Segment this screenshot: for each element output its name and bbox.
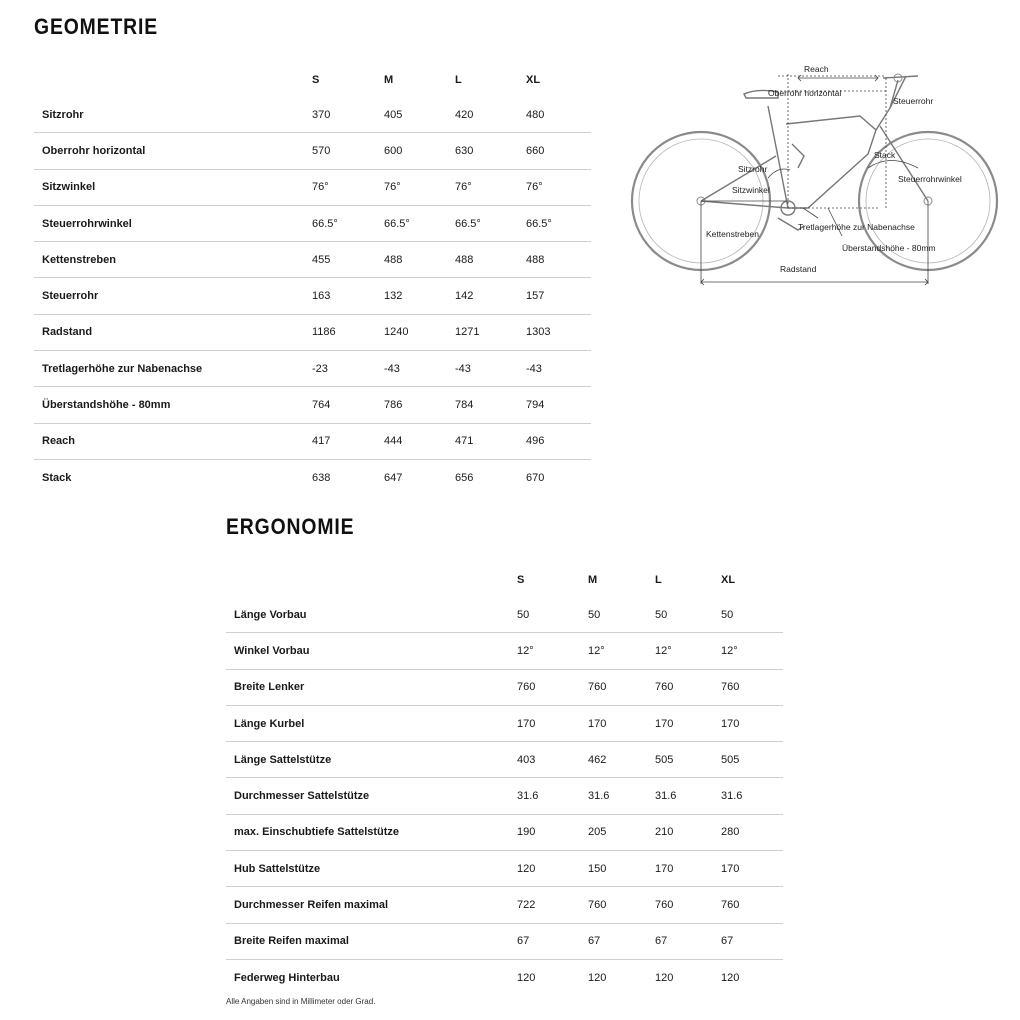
value-cell: 760: [721, 887, 783, 923]
value-cell: 722: [517, 887, 588, 923]
table-row: [34, 242, 591, 278]
value-cell: 647: [384, 471, 403, 484]
value-cell: 660: [526, 133, 591, 169]
table-row: [34, 351, 591, 387]
value-cell: 12°: [517, 633, 588, 669]
value-cell: 150: [588, 851, 655, 887]
table-row: [226, 959, 783, 995]
row-label: Radstand: [34, 314, 312, 350]
header-label-cell: [34, 62, 312, 97]
bike-geometry-diagram: [628, 58, 1000, 286]
value-cell: 66.5°: [526, 205, 591, 241]
diagram-label-top-tube: Oberrohr horizontal: [768, 88, 842, 98]
value-cell: 496: [526, 423, 591, 459]
value-cell: 66.5°: [384, 205, 455, 241]
ergonomics-title: ERGONOMIE: [226, 514, 355, 539]
value-cell: 370: [312, 97, 384, 133]
value-cell: 170: [588, 705, 655, 741]
value-cell: 505: [655, 742, 721, 778]
diagram-label-chainstay: Kettenstreben: [706, 229, 759, 239]
value-cell: 163: [312, 278, 384, 314]
table-row: [226, 923, 783, 959]
row-label: Überstandshöhe - 80mm: [34, 387, 312, 423]
value-cell: 764: [312, 387, 384, 423]
table-row: [34, 133, 591, 169]
value-cell: -43: [455, 351, 526, 387]
table-row: [226, 742, 783, 778]
value-cell: 50: [721, 597, 783, 633]
value-cell: 66.5°: [312, 205, 384, 241]
diagram-label-head-tube: Steuerrohr: [893, 96, 934, 106]
value-cell: 170: [721, 851, 783, 887]
size-header-m: M: [588, 573, 598, 586]
row-label: Länge Sattelstütze: [226, 742, 517, 778]
value-cell: 31.6: [721, 778, 783, 814]
table-row: [226, 851, 783, 887]
value-cell: 31.6: [655, 778, 721, 814]
size-header-s: S: [312, 73, 320, 86]
size-header-xl: XL: [526, 73, 541, 86]
value-cell: 760: [588, 669, 655, 705]
size-header-m: M: [384, 73, 394, 86]
value-cell: 670: [526, 471, 545, 484]
value-cell: 630: [455, 133, 526, 169]
row-label: Sitzrohr: [34, 97, 312, 133]
value-cell: 1271: [455, 314, 526, 350]
value-cell: 600: [384, 133, 455, 169]
row-label: Federweg Hinterbau: [234, 971, 340, 984]
value-cell: 570: [312, 133, 384, 169]
size-header-s: S: [517, 573, 525, 586]
diagram-label-bb-drop: Tretlagerhöhe zur Nabenachse: [798, 222, 915, 232]
table-header-row: [226, 562, 783, 597]
value-cell: 480: [526, 97, 591, 133]
value-cell: 67: [517, 923, 588, 959]
value-cell: 1303: [526, 314, 591, 350]
diagram-label-seat-tube: Sitzrohr: [738, 164, 768, 174]
value-cell: 12°: [721, 633, 783, 669]
value-cell: 120: [721, 971, 740, 984]
value-cell: 444: [384, 423, 455, 459]
value-cell: 455: [312, 242, 384, 278]
table-row: [34, 278, 591, 314]
diagram-label-wheelbase: Radstand: [780, 264, 817, 274]
value-cell: 505: [721, 742, 783, 778]
value-cell: -43: [526, 351, 591, 387]
value-cell: 760: [517, 669, 588, 705]
value-cell: 405: [384, 97, 455, 133]
value-cell: 31.6: [517, 778, 588, 814]
row-label: Tretlagerhöhe zur Nabenachse: [34, 351, 312, 387]
footnote: Alle Angaben sind in Millimeter oder Grad.: [226, 997, 376, 1006]
value-cell: 76°: [312, 169, 384, 205]
header-label-cell: [226, 562, 517, 597]
value-cell: 760: [588, 887, 655, 923]
table-row: [226, 597, 783, 633]
row-label: Durchmesser Sattelstütze: [226, 778, 517, 814]
value-cell: 786: [384, 387, 455, 423]
table-row: [34, 205, 591, 241]
table-header-row: [34, 62, 591, 97]
row-label: Kettenstreben: [34, 242, 312, 278]
table-row: [226, 814, 783, 850]
value-cell: 656: [455, 471, 474, 484]
value-cell: 280: [721, 814, 783, 850]
table-row: [226, 633, 783, 669]
value-cell: 66.5°: [455, 205, 526, 241]
value-cell: 170: [655, 705, 721, 741]
value-cell: 403: [517, 742, 588, 778]
value-cell: 120: [517, 851, 588, 887]
value-cell: 417: [312, 423, 384, 459]
row-label: Oberrohr horizontal: [34, 133, 312, 169]
value-cell: 67: [588, 923, 655, 959]
diagram-label-head-angle: Steuerrohrwinkel: [898, 174, 962, 184]
value-cell: 12°: [655, 633, 721, 669]
row-label: Winkel Vorbau: [226, 633, 517, 669]
value-cell: 76°: [526, 169, 591, 205]
table-row: [34, 387, 591, 423]
value-cell: 12°: [588, 633, 655, 669]
value-cell: -43: [384, 351, 455, 387]
value-cell: 760: [655, 887, 721, 923]
table-row: [34, 423, 591, 459]
value-cell: 120: [588, 971, 607, 984]
value-cell: 488: [384, 242, 455, 278]
value-cell: 488: [455, 242, 526, 278]
table-row: [34, 459, 591, 495]
table-row: [34, 97, 591, 133]
size-header-l: L: [655, 573, 662, 586]
value-cell: 132: [384, 278, 455, 314]
value-cell: 760: [721, 669, 783, 705]
row-label: max. Einschubtiefe Sattelstütze: [226, 814, 517, 850]
row-label: Steuerrohr: [34, 278, 312, 314]
size-header-xl: XL: [721, 573, 736, 586]
value-cell: 50: [655, 597, 721, 633]
diagram-label-stack: Stack: [874, 150, 896, 160]
row-label: Durchmesser Reifen maximal: [226, 887, 517, 923]
value-cell: 760: [655, 669, 721, 705]
value-cell: 31.6: [588, 778, 655, 814]
value-cell: 50: [588, 597, 655, 633]
value-cell: 120: [655, 971, 674, 984]
ergonomics-table: [226, 562, 783, 995]
value-cell: 50: [517, 597, 588, 633]
size-header-l: L: [455, 73, 462, 86]
value-cell: 784: [455, 387, 526, 423]
table-row: [34, 314, 591, 350]
value-cell: 488: [526, 242, 591, 278]
value-cell: 120: [517, 971, 536, 984]
value-cell: 1240: [384, 314, 455, 350]
table-row: [226, 887, 783, 923]
value-cell: 462: [588, 742, 655, 778]
value-cell: 471: [455, 423, 526, 459]
value-cell: -23: [312, 351, 384, 387]
table-row: [34, 169, 591, 205]
geometry-table: [34, 62, 591, 495]
value-cell: 420: [455, 97, 526, 133]
row-label: Breite Lenker: [226, 669, 517, 705]
table-row: [226, 705, 783, 741]
value-cell: 67: [721, 923, 783, 959]
row-label: Hub Sattelstütze: [226, 851, 517, 887]
value-cell: 170: [517, 705, 588, 741]
value-cell: 67: [655, 923, 721, 959]
row-label: Länge Kurbel: [226, 705, 517, 741]
value-cell: 205: [588, 814, 655, 850]
value-cell: 76°: [384, 169, 455, 205]
value-cell: 76°: [455, 169, 526, 205]
row-label: Breite Reifen maximal: [226, 923, 517, 959]
table-row: [226, 778, 783, 814]
value-cell: 638: [312, 471, 331, 484]
geometry-title: GEOMETRIE: [34, 14, 159, 39]
table-row: [226, 669, 783, 705]
diagram-label-reach: Reach: [804, 64, 829, 74]
row-label: Reach: [34, 423, 312, 459]
value-cell: 210: [655, 814, 721, 850]
row-label: Steuerrohrwinkel: [34, 205, 312, 241]
row-label: Sitzwinkel: [34, 169, 312, 205]
value-cell: 142: [455, 278, 526, 314]
value-cell: 794: [526, 387, 591, 423]
diagram-label-standover: Überstandshöhe - 80mm: [842, 243, 936, 253]
value-cell: 170: [721, 705, 783, 741]
diagram-label-seat-angle: Sitzwinkel: [732, 185, 770, 195]
value-cell: 157: [526, 278, 591, 314]
row-label: Stack: [42, 471, 72, 484]
value-cell: 190: [517, 814, 588, 850]
row-label: Länge Vorbau: [226, 597, 517, 633]
value-cell: 1186: [312, 314, 384, 350]
value-cell: 170: [655, 851, 721, 887]
